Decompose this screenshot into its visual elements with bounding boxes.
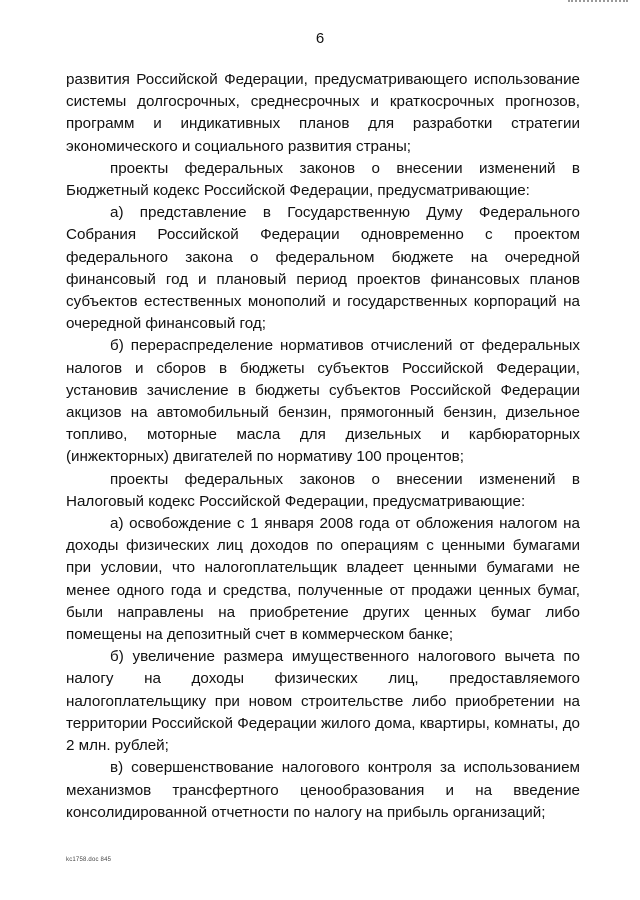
paragraph-1: развития Российской Федерации, предусматривающего использование системы долгосрочных, среднесрочных и краткосрочных прогнозов, программ и индикативных планов для разработки стратегии экономического и социального развития страны; (66, 71, 580, 155)
paragraph-6: а) освобождение с 1 января 2008 года от обложения налогом на доходы физических лиц доходов по операциям с ценными бумагами при условии, что налогоплательщик владеет ценными бумагами не менее одного года и средства, полученные от продажи ценных бумаг, были направлены на приобретение других ценных бумаг либо помещены на депозитный счет в коммерческом банке; (66, 515, 580, 644)
paragraph-4: б) перераспределение нормативов отчислений от федеральных налогов и сборов в бюджеты субъектов Российской Федерации, установив зачисление в бюджеты субъектов Российской Федерации акцизов на автомобильный бензин, прямогонный бензин, дизельное топливо, моторные масла для дизельных и карбюраторных (инжекторных) двигателей по нормативу 100 процентов; (66, 337, 580, 466)
paragraph-5: проекты федеральных законов о внесении изменений в Налоговый кодекс Российской Федерации, предусматривающие: (66, 470, 580, 510)
document-body (66, 69, 580, 824)
page-number: 6 (315, 30, 325, 47)
document-file-code: kc1758.doc 845 (66, 857, 112, 863)
paragraph-8: в) совершенствование налогового контроля за использованием механизмов трансфертного ценообразования и на введение консолидированной отчетности по налогу на прибыль организаций; (66, 759, 580, 821)
scan-corner-mark (568, 0, 628, 6)
paragraph-2: проекты федеральных законов о внесении изменений в Бюджетный кодекс Российской Федерации, предусматривающие: (66, 159, 580, 200)
paragraph-7: б) увеличение размера имущественного налогового вычета по налогу на доходы физических лиц, предоставляемого налогоплательщику при новом строительстве либо приобретении на территории Российской Федерации жилого дома, квартиры, комнаты, до 2 млн. рублей; (66, 648, 580, 755)
paragraph-3: а) представление в Государственную Думу Федерального Собрания Российской Федерации одновременно с проектом федерального закона о федеральном бюджете на очередной финансовый год и плановый период проектов финансовых планов субъектов естественных монополий и государственных корпораций на очередной финансовый год; (66, 204, 580, 333)
